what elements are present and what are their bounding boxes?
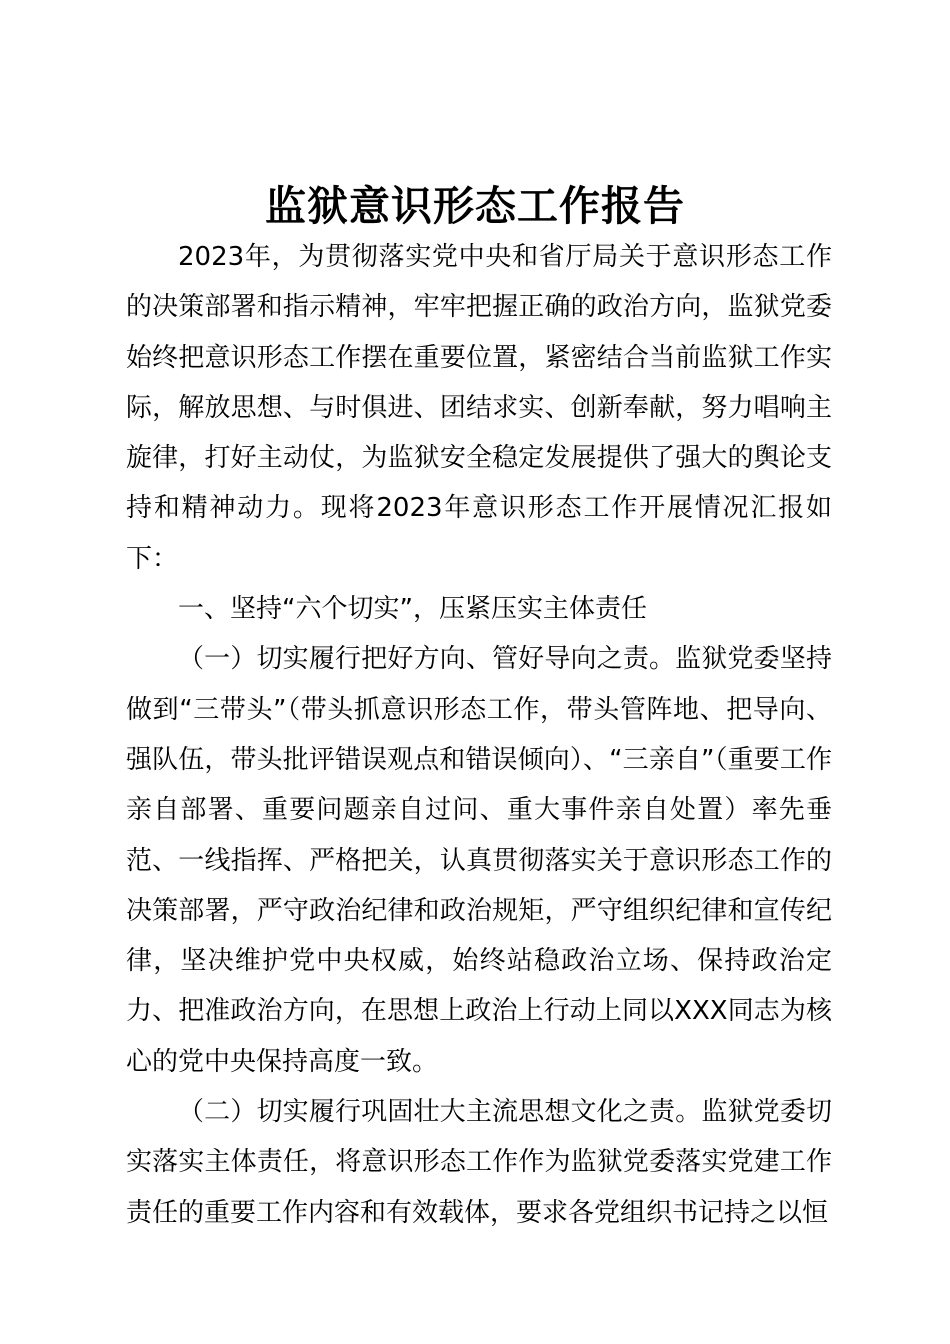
paragraph-intro: 2023年，为贯彻落实党中央和省厅局关于意识形态工作的决策部署和指示精神，牢牢把握正确的政治方向，监狱党委始终把意识形态工作摆在重要位置，紧密结合当前监狱工作实际，解放思想、与时俱进、团结求实、创新奉献，努力唱响主旋律，打好主动仗，为监狱安全稳定发展提供了强大的舆论支持和精神动力。现将2023年意识形态工作开展情况汇报如下：: [126, 242, 832, 574]
document-body: [126, 232, 832, 1238]
paragraph-item-1: （一）切实履行把好方向、管好导向之责。监狱党委坚持做到“三带头”（带头抓意识形态工作，带头管阵地、把导向、强队伍，带头批评错误观点和错误倾向）、“三亲自”（重要工作亲自部署、重要问题亲自过问、重大事件亲自处置）率先垂范、一线指挥、严格把关，认真贯彻落实关于意识形态工作的决策部署，严守政治纪律和政治规矩，严守组织纪律和宣传纪律，坚决维护党中央权威，始终站稳政治立场、保持政治定力、把准政治方向，在思想上政治上行动上同以XXX同志为核心的党中央保持高度一致。: [126, 644, 832, 1077]
paragraph-item-2: （二）切实履行巩固壮大主流思想文化之责。监狱党委切实落实主体责任，将意识形态工作作为监狱党委落实党建工作责任的重要工作内容和有效载体，要求各党组织书记持之以恒: [126, 1097, 832, 1228]
section-heading-1: 一、坚持“六个切实”，压紧压实主体责任: [178, 594, 647, 625]
document-title: 监狱意识形态工作报告: [265, 182, 685, 230]
